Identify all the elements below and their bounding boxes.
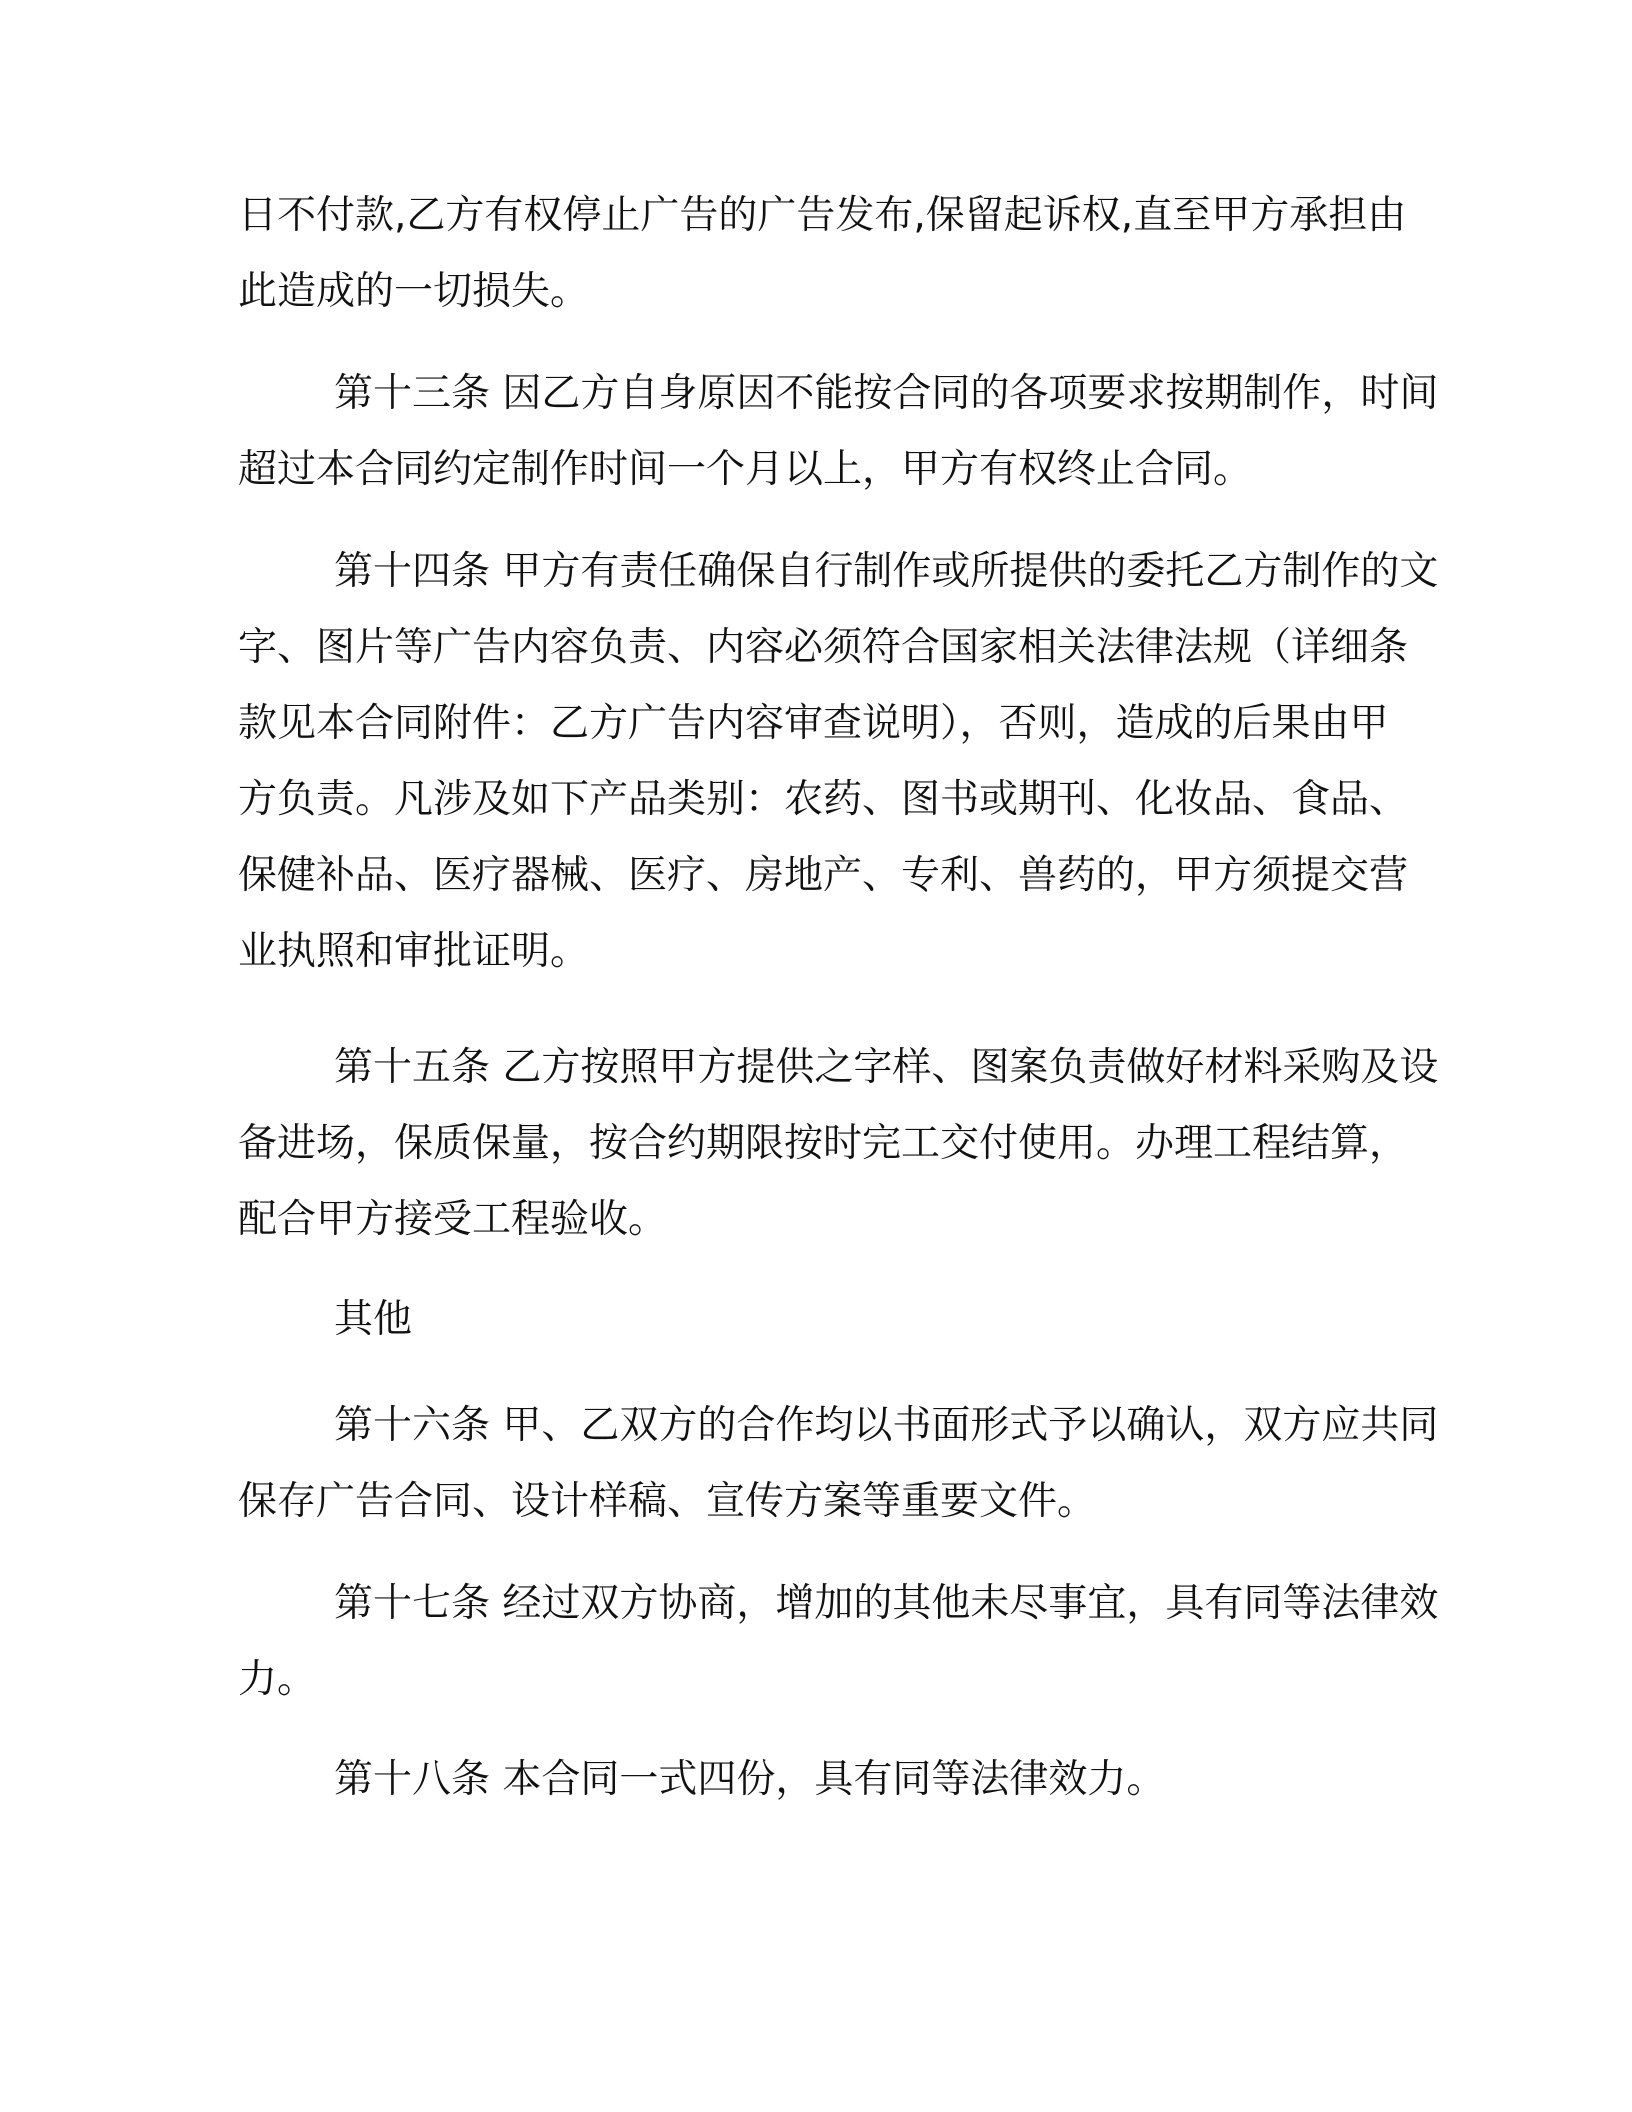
text-line: 第十五条 乙方按照甲方提供之字样、图案负责做好材料采购及设 [334,1045,1439,1090]
text-line: 日不付款,乙方有权停止广告的广告发布,保留起诉权,直至甲方承担由 [238,193,1407,238]
text-line: 力。 [238,1657,317,1702]
text-line: 业执照和审批证明。 [238,929,590,974]
text-line: 超过本合同约定制作时间一个月以上，甲方有权终止合同。 [238,447,1253,492]
text-line: 备进场，保质保量，按合约期限按时完工交付使用。办理工程结算， [238,1121,1409,1166]
text-line: 款见本合同附件：乙方广告内容审查说明），否则，造成的后果由甲 [238,701,1389,746]
text-line: 第十七条 经过双方协商，增加的其他未尽事宜，具有同等法律效 [334,1581,1439,1626]
text-line: 此造成的一切损失。 [238,269,590,314]
text-line: 第十八条 本合同一式四份，具有同等法律效力。 [334,1757,1166,1802]
text-line: 第十四条 甲方有责任确保自行制作或所提供的委托乙方制作的文 [334,549,1439,594]
text-line: 字、图片等广告内容负责、内容必须符合国家相关法律法规（详细条 [238,625,1409,670]
section-heading: 其他 [334,1297,413,1342]
text-line: 第十三条 因乙方自身原因不能按合同的各项要求按期制作，时间 [334,371,1439,416]
text-line: 第十六条 甲、乙双方的合作均以书面形式予以确认，双方应共同 [334,1403,1439,1448]
text-line: 保健补品、医疗器械、医疗、房地产、专利、兽药的，甲方须提交营 [238,853,1409,898]
text-line: 配合甲方接受工程验收。 [238,1197,668,1242]
text-line: 方负责。凡涉及如下产品类别：农药、图书或期刊、化妆品、食品、 [238,777,1409,822]
text-line: 保存广告合同、设计样稿、宣传方案等重要文件。 [238,1479,1097,1524]
